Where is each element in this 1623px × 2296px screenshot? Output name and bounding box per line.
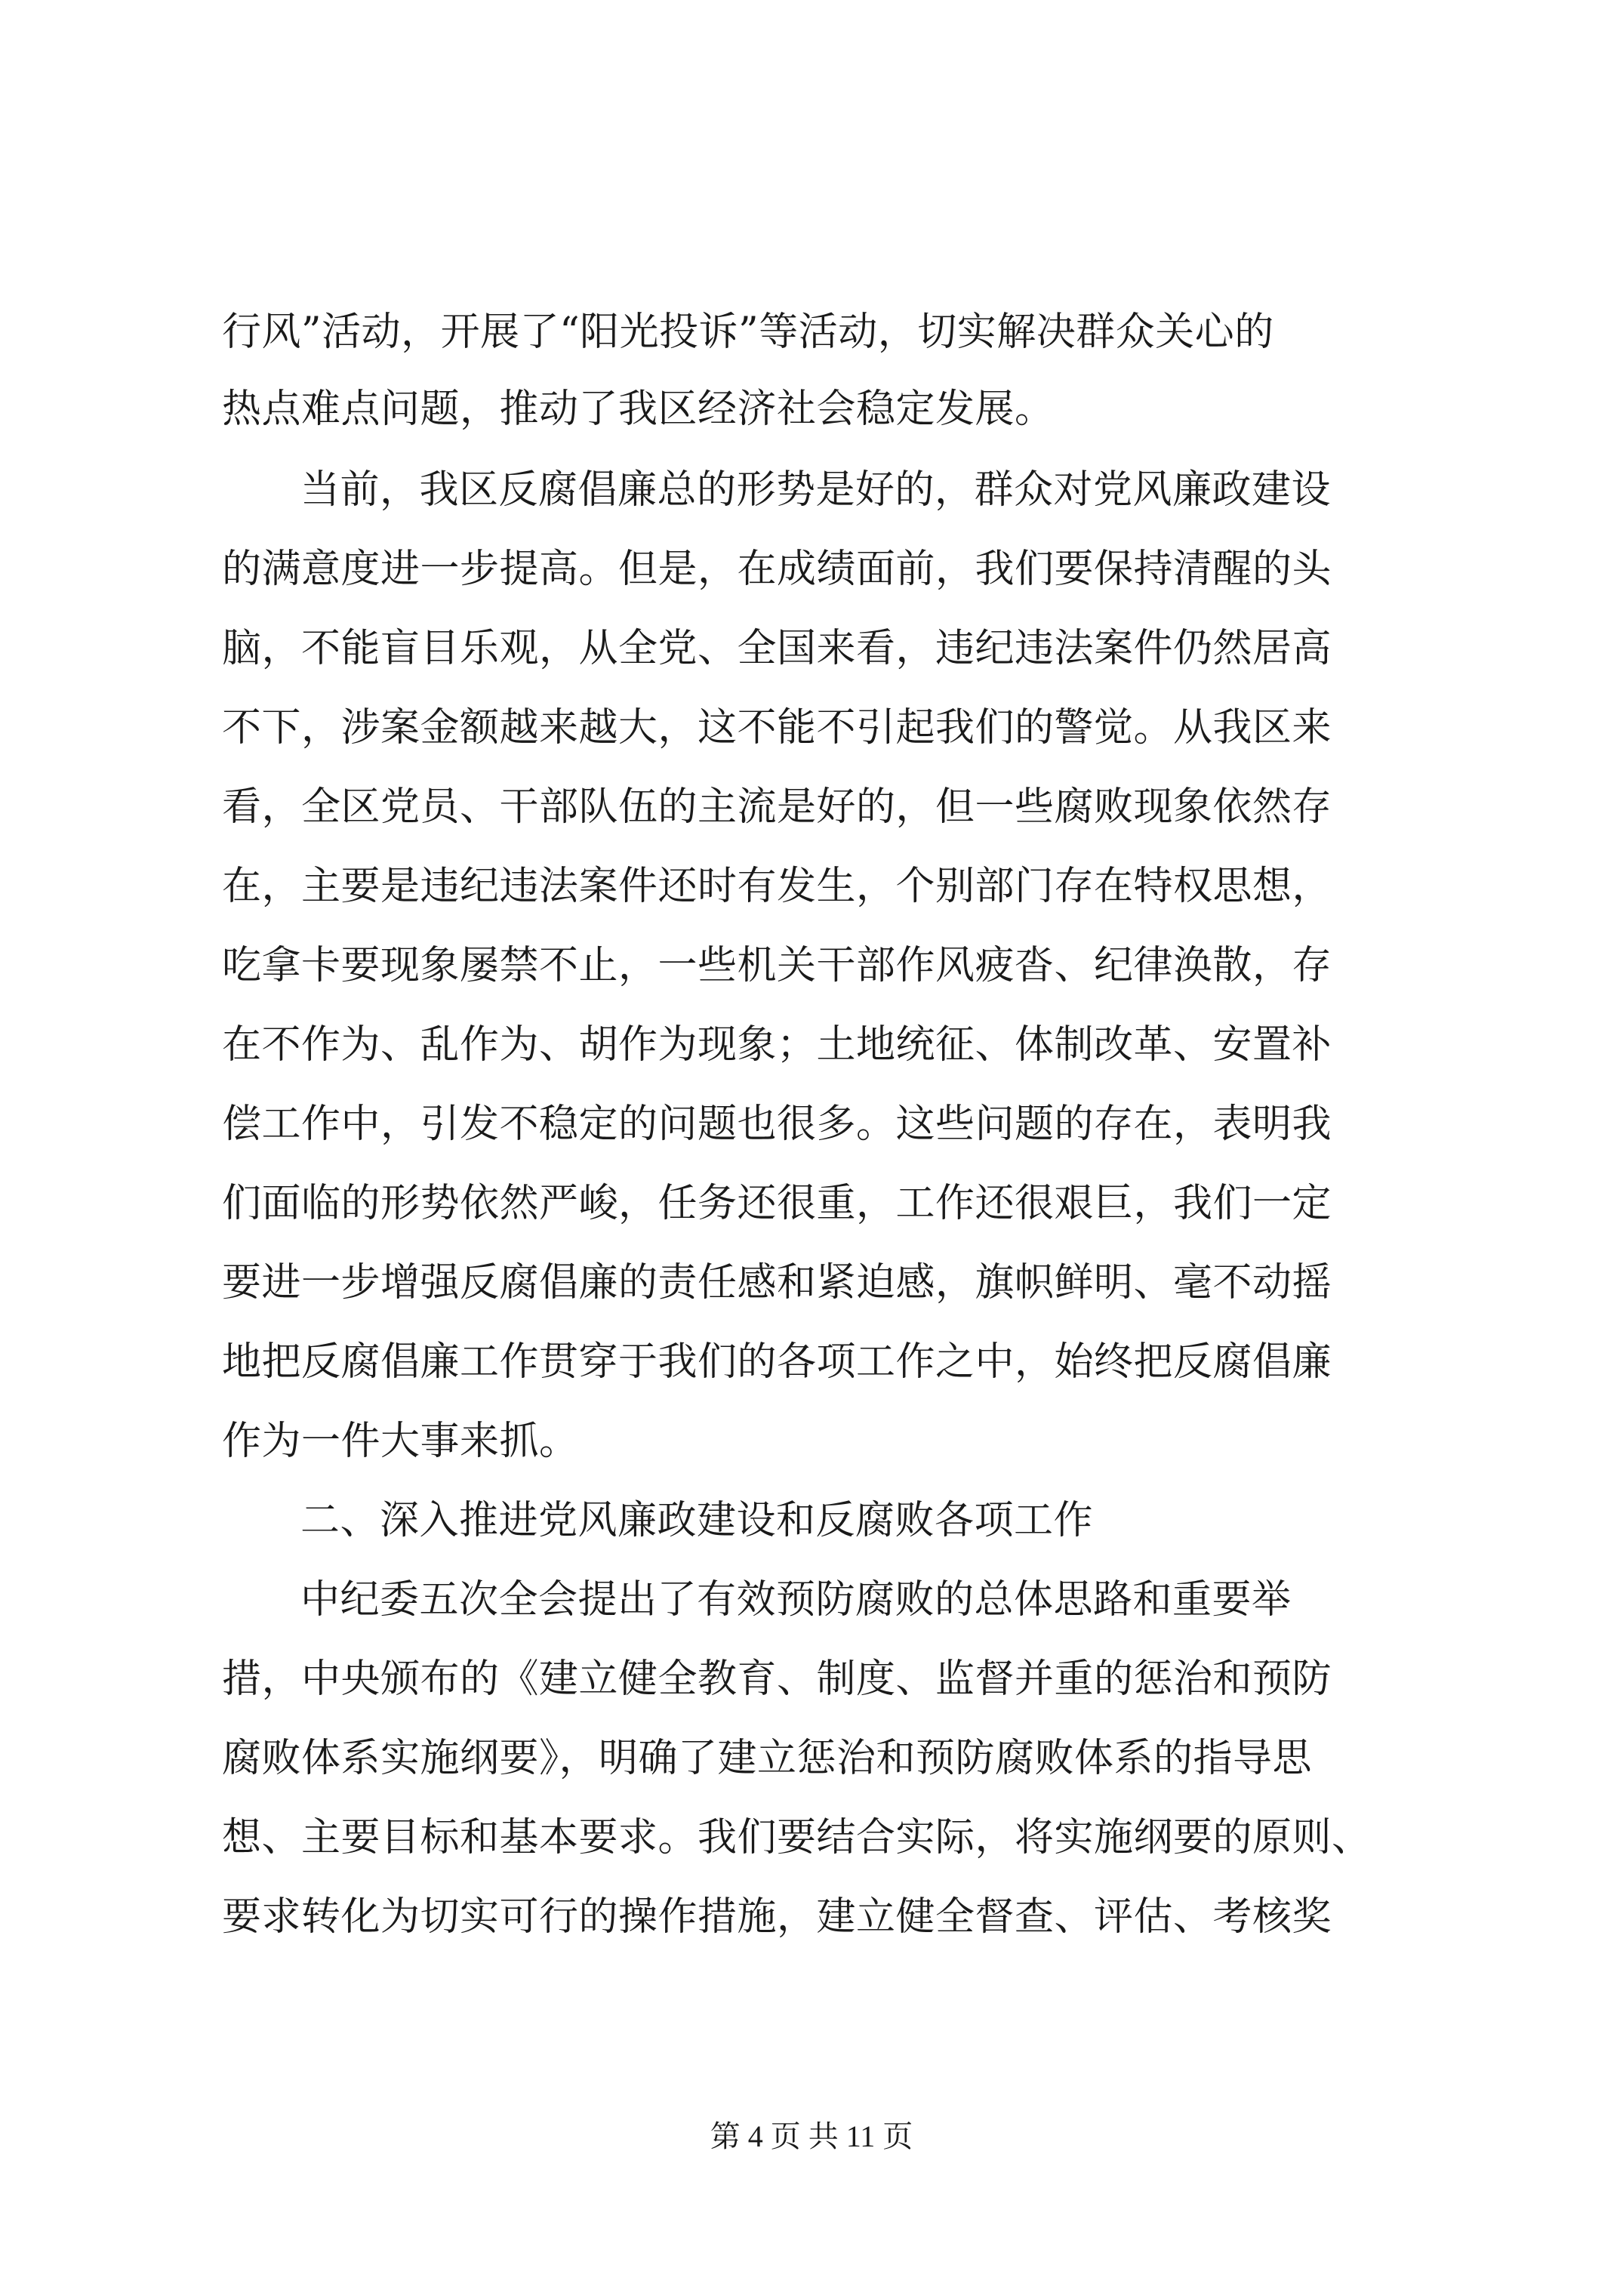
paragraph-start-line: 中纪委五次全会提出了有效预防腐败的总体思路和重要举 — [300, 1577, 1292, 1623]
text-line: 在，主要是违纪违法案件还时有发生，个别部门存在特权思想， — [222, 864, 1332, 909]
text-line: 偿工作中，引发不稳定的问题也很多。这些问题的存在，表明我 — [222, 1102, 1332, 1147]
text-line: 腐败体系实施纲要》，明确了建立惩治和预防腐败体系的指导思 — [222, 1736, 1313, 1781]
text-line: 在不作为、乱作为、胡作为现象；土地统征、体制改革、安置补 — [222, 1022, 1332, 1068]
section-heading: 二、深入推进党风廉政建设和反腐败各项工作 — [300, 1498, 1094, 1543]
text-line: 作为一件大事来抓。 — [222, 1419, 579, 1464]
text-line: 地把反腐倡廉工作贯穿于我们的各项工作之中，始终把反腐倡廉 — [222, 1339, 1332, 1385]
paragraph-start-line: 当前，我区反腐倡廉总的形势是好的，群众对党风廉政建设 — [300, 467, 1332, 513]
text-line: 看，全区党员、干部队伍的主流是好的，但一些腐败现象依然存 — [222, 784, 1332, 830]
text-line: 要进一步增强反腐倡廉的责任感和紧迫感，旗帜鲜明、毫不动摇 — [222, 1260, 1332, 1305]
page-number-footer: 第 4 页 共 11 页 — [710, 2119, 913, 2153]
text-line: 热点难点问题，推动了我区经济社会稳定发展。 — [222, 387, 1055, 432]
text-line: 的满意度进一步提高。但是，在成绩面前，我们要保持清醒的头 — [222, 547, 1332, 592]
text-line: 脑，不能盲目乐观，从全党、全国来看，违纪违法案件仍然居高 — [222, 626, 1332, 671]
text-line: 不下，涉案金额越来越大，这不能不引起我们的警觉。从我区来 — [222, 705, 1332, 750]
text-line: 想、主要目标和基本要求。我们要结合实际，将实施纲要的原则、 — [222, 1815, 1372, 1860]
text-line: 吃拿卡要现象屡禁不止，一些机关干部作风疲沓、纪律涣散，存 — [222, 943, 1332, 988]
text-line: 行风”活动，开展了“阳光投诉”等活动，切实解决群众关心的 — [222, 310, 1274, 355]
text-line: 们面临的形势依然严峻，任务还很重，工作还很艰巨，我们一定 — [222, 1181, 1332, 1226]
text-line: 要求转化为切实可行的操作措施，建立健全督查、评估、考核奖 — [222, 1894, 1332, 1940]
text-line: 措，中央颁布的《建立健全教育、制度、监督并重的惩治和预防 — [222, 1657, 1332, 1702]
